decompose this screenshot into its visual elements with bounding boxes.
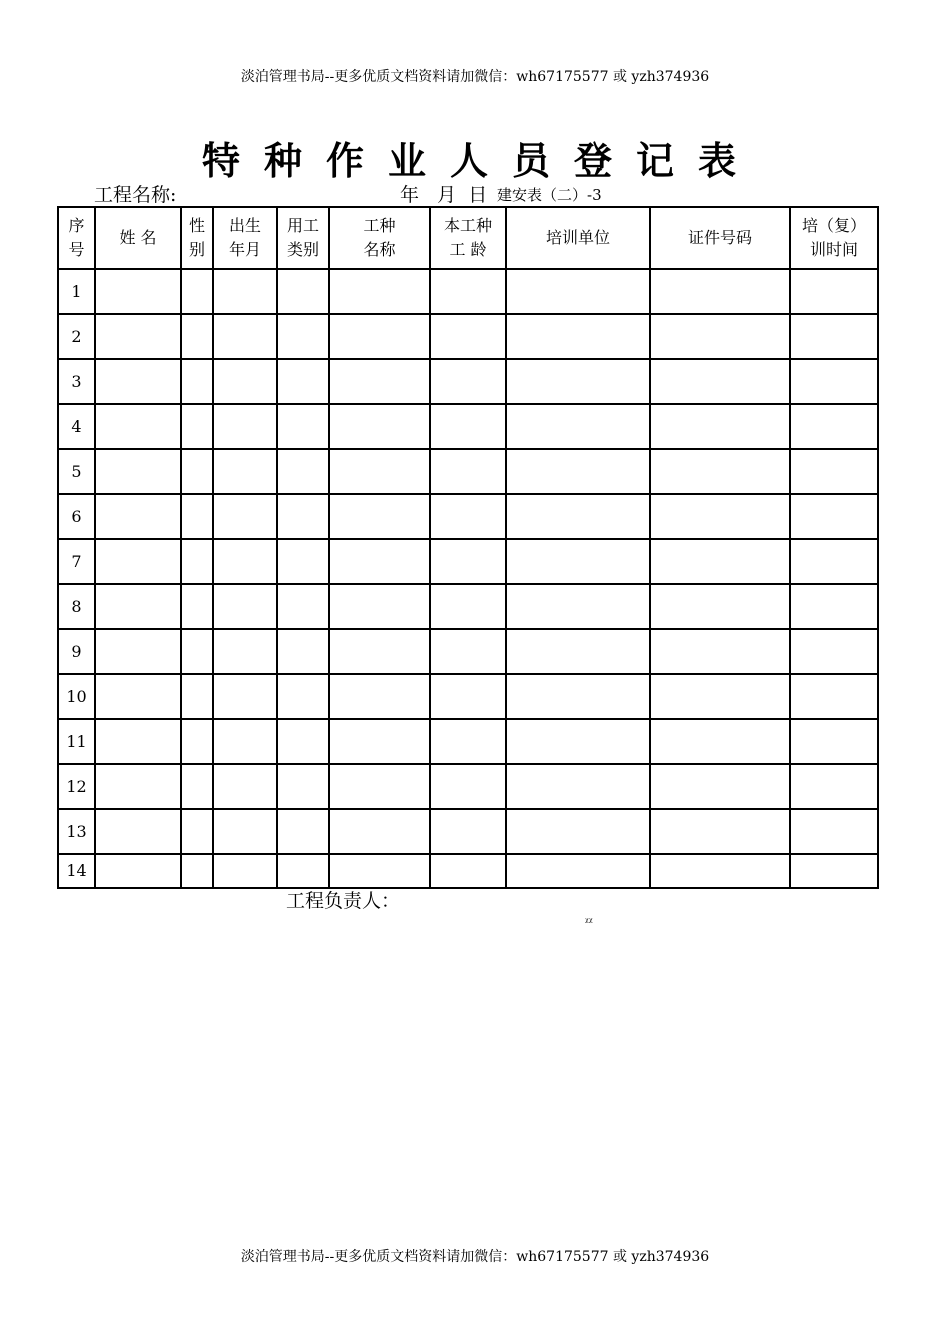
- cell-name[interactable]: [95, 269, 181, 314]
- cell-training-unit[interactable]: [506, 764, 650, 809]
- cell-gender[interactable]: [181, 584, 213, 629]
- cell-job-type[interactable]: [329, 809, 430, 854]
- cell-training-unit[interactable]: [506, 809, 650, 854]
- table-header-row: [58, 207, 878, 269]
- cell-job-years[interactable]: [430, 719, 506, 764]
- cell-employment-type[interactable]: [277, 539, 329, 584]
- cell-index: 10: [58, 674, 95, 719]
- cell-index: 2: [58, 314, 95, 359]
- cell-index: 4: [58, 404, 95, 449]
- cell-birth[interactable]: [213, 719, 277, 764]
- cell-gender[interactable]: [181, 404, 213, 449]
- cell-name[interactable]: [95, 449, 181, 494]
- project-leader-label: 工程负责人：: [286, 890, 401, 912]
- cell-certificate-no[interactable]: [650, 494, 790, 539]
- cell-training-time[interactable]: [790, 719, 878, 764]
- cell-name[interactable]: [95, 494, 181, 539]
- cell-job-years[interactable]: [430, 629, 506, 674]
- cell-name[interactable]: [95, 674, 181, 719]
- cell-employment-type[interactable]: [277, 629, 329, 674]
- form-code: 建安表（二）-3: [497, 186, 602, 204]
- cell-training-time[interactable]: [790, 359, 878, 404]
- cell-gender[interactable]: [181, 629, 213, 674]
- cell-gender[interactable]: [181, 719, 213, 764]
- cell-job-type[interactable]: [329, 854, 430, 888]
- table-row: [58, 494, 878, 539]
- cell-index: 12: [58, 764, 95, 809]
- cell-training-unit[interactable]: [506, 674, 650, 719]
- cell-birth[interactable]: [213, 764, 277, 809]
- table-row: [58, 629, 878, 674]
- cell-employment-type[interactable]: [277, 719, 329, 764]
- cell-name[interactable]: [95, 854, 181, 888]
- page-title: 特种作业人员登记表: [201, 139, 760, 183]
- cell-job-years[interactable]: [430, 494, 506, 539]
- cell-training-time[interactable]: [790, 494, 878, 539]
- cell-employment-type[interactable]: [277, 494, 329, 539]
- cell-employment-type[interactable]: [277, 449, 329, 494]
- cell-certificate-no[interactable]: [650, 809, 790, 854]
- cell-job-type[interactable]: [329, 719, 430, 764]
- cell-name[interactable]: [95, 539, 181, 584]
- cell-training-time[interactable]: [790, 269, 878, 314]
- col-header-index: 序 号: [58, 207, 95, 269]
- cell-name[interactable]: [95, 809, 181, 854]
- cell-certificate-no[interactable]: [650, 359, 790, 404]
- table-row: [58, 764, 878, 809]
- cell-employment-type[interactable]: [277, 269, 329, 314]
- col-header-employment-type: 用工 类别: [277, 207, 329, 269]
- cell-training-unit[interactable]: [506, 629, 650, 674]
- cell-training-time[interactable]: [790, 674, 878, 719]
- cell-training-time[interactable]: [790, 404, 878, 449]
- page-mark: ᵡᵡ: [585, 917, 593, 928]
- cell-gender[interactable]: [181, 314, 213, 359]
- cell-index: 8: [58, 584, 95, 629]
- cell-certificate-no[interactable]: [650, 449, 790, 494]
- col-header-birth: 出生 年月: [213, 207, 277, 269]
- cell-birth[interactable]: [213, 269, 277, 314]
- cell-training-unit[interactable]: [506, 269, 650, 314]
- cell-job-type[interactable]: [329, 584, 430, 629]
- cell-job-years[interactable]: [430, 764, 506, 809]
- cell-training-unit[interactable]: [506, 359, 650, 404]
- cell-certificate-no[interactable]: [650, 584, 790, 629]
- cell-job-type[interactable]: [329, 539, 430, 584]
- cell-employment-type[interactable]: [277, 809, 329, 854]
- cell-birth[interactable]: [213, 674, 277, 719]
- cell-job-type[interactable]: [329, 674, 430, 719]
- cell-certificate-no[interactable]: [650, 539, 790, 584]
- cell-job-type[interactable]: [329, 764, 430, 809]
- cell-name[interactable]: [95, 314, 181, 359]
- cell-certificate-no[interactable]: [650, 854, 790, 888]
- cell-job-type[interactable]: [329, 629, 430, 674]
- cell-birth[interactable]: [213, 854, 277, 888]
- table-row: [58, 404, 878, 449]
- cell-index: 14: [58, 854, 95, 888]
- cell-training-time[interactable]: [790, 629, 878, 674]
- cell-birth[interactable]: [213, 584, 277, 629]
- cell-gender[interactable]: [181, 809, 213, 854]
- table-row: [58, 539, 878, 584]
- cell-gender[interactable]: [181, 764, 213, 809]
- cell-job-years[interactable]: [430, 854, 506, 888]
- cell-employment-type[interactable]: [277, 674, 329, 719]
- cell-training-time[interactable]: [790, 764, 878, 809]
- cell-gender[interactable]: [181, 269, 213, 314]
- cell-job-years[interactable]: [430, 359, 506, 404]
- cell-birth[interactable]: [213, 359, 277, 404]
- cell-job-years[interactable]: [430, 674, 506, 719]
- cell-job-years[interactable]: [430, 269, 506, 314]
- cell-training-unit[interactable]: [506, 494, 650, 539]
- cell-index: 9: [58, 629, 95, 674]
- cell-job-years[interactable]: [430, 404, 506, 449]
- cell-training-time[interactable]: [790, 314, 878, 359]
- cell-employment-type[interactable]: [277, 854, 329, 888]
- cell-job-type[interactable]: [329, 494, 430, 539]
- cell-gender[interactable]: [181, 359, 213, 404]
- cell-training-time[interactable]: [790, 539, 878, 584]
- col-header-training-unit: 培训单位: [506, 207, 650, 269]
- cell-training-time[interactable]: [790, 854, 878, 888]
- col-header-gender: 性 别: [181, 207, 213, 269]
- header-note: 淡泊管理书局--更多优质文档资料请加微信：wh67175577 或 yzh374936: [240, 69, 710, 85]
- cell-training-unit[interactable]: [506, 584, 650, 629]
- cell-job-type[interactable]: [329, 314, 430, 359]
- cell-job-type[interactable]: [329, 359, 430, 404]
- table-row: [58, 809, 878, 854]
- cell-certificate-no[interactable]: [650, 674, 790, 719]
- cell-certificate-no[interactable]: [650, 404, 790, 449]
- cell-birth[interactable]: [213, 494, 277, 539]
- cell-training-time[interactable]: [790, 809, 878, 854]
- cell-gender[interactable]: [181, 674, 213, 719]
- cell-index: 13: [58, 809, 95, 854]
- table-row: [58, 449, 878, 494]
- cell-name[interactable]: [95, 359, 181, 404]
- cell-index: 1: [58, 269, 95, 314]
- cell-index: 11: [58, 719, 95, 764]
- col-header-name: 姓 名: [95, 207, 181, 269]
- cell-training-unit[interactable]: [506, 449, 650, 494]
- cell-job-type[interactable]: [329, 404, 430, 449]
- cell-training-unit[interactable]: [506, 404, 650, 449]
- cell-index: 3: [58, 359, 95, 404]
- cell-birth[interactable]: [213, 539, 277, 584]
- cell-index: 7: [58, 539, 95, 584]
- cell-job-type[interactable]: [329, 449, 430, 494]
- cell-birth[interactable]: [213, 404, 277, 449]
- cell-index: 5: [58, 449, 95, 494]
- cell-job-years[interactable]: [430, 314, 506, 359]
- table-row: [58, 719, 878, 764]
- cell-training-unit[interactable]: [506, 314, 650, 359]
- table-row: [58, 854, 878, 888]
- registration-table: [57, 206, 879, 889]
- cell-job-years[interactable]: [430, 584, 506, 629]
- cell-birth[interactable]: [213, 449, 277, 494]
- table-row: [58, 269, 878, 314]
- cell-birth[interactable]: [213, 629, 277, 674]
- cell-name[interactable]: [95, 719, 181, 764]
- col-header-job-years: 本工种 工 龄: [430, 207, 506, 269]
- cell-job-years[interactable]: [430, 809, 506, 854]
- cell-training-unit[interactable]: [506, 854, 650, 888]
- cell-birth[interactable]: [213, 809, 277, 854]
- table-row: [58, 584, 878, 629]
- col-header-training-time: 培（复） 训时间: [790, 207, 878, 269]
- date-label: 年 月 日: [400, 184, 488, 206]
- table-row: [58, 314, 878, 359]
- cell-employment-type[interactable]: [277, 584, 329, 629]
- footer-note: 淡泊管理书局--更多优质文档资料请加微信：wh67175577 或 yzh374936: [240, 1249, 710, 1265]
- col-header-certificate-no: 证件号码: [650, 207, 790, 269]
- col-header-job-type: 工种 名称: [329, 207, 430, 269]
- cell-job-years[interactable]: [430, 449, 506, 494]
- cell-gender[interactable]: [181, 854, 213, 888]
- cell-job-type[interactable]: [329, 269, 430, 314]
- cell-employment-type[interactable]: [277, 359, 329, 404]
- cell-name[interactable]: [95, 629, 181, 674]
- cell-certificate-no[interactable]: [650, 764, 790, 809]
- cell-employment-type[interactable]: [277, 314, 329, 359]
- cell-gender[interactable]: [181, 449, 213, 494]
- table-row: [58, 674, 878, 719]
- cell-job-years[interactable]: [430, 539, 506, 584]
- cell-gender[interactable]: [181, 494, 213, 539]
- cell-employment-type[interactable]: [277, 764, 329, 809]
- cell-birth[interactable]: [213, 314, 277, 359]
- cell-certificate-no[interactable]: [650, 719, 790, 764]
- cell-name[interactable]: [95, 764, 181, 809]
- cell-certificate-no[interactable]: [650, 269, 790, 314]
- cell-certificate-no[interactable]: [650, 629, 790, 674]
- cell-certificate-no[interactable]: [650, 314, 790, 359]
- project-name-label: 工程名称:: [94, 184, 177, 206]
- cell-training-unit[interactable]: [506, 539, 650, 584]
- cell-training-time[interactable]: [790, 449, 878, 494]
- cell-training-unit[interactable]: [506, 719, 650, 764]
- cell-training-time[interactable]: [790, 584, 878, 629]
- cell-name[interactable]: [95, 404, 181, 449]
- table-row: [58, 359, 878, 404]
- cell-index: 6: [58, 494, 95, 539]
- cell-name[interactable]: [95, 584, 181, 629]
- cell-employment-type[interactable]: [277, 404, 329, 449]
- cell-gender[interactable]: [181, 539, 213, 584]
